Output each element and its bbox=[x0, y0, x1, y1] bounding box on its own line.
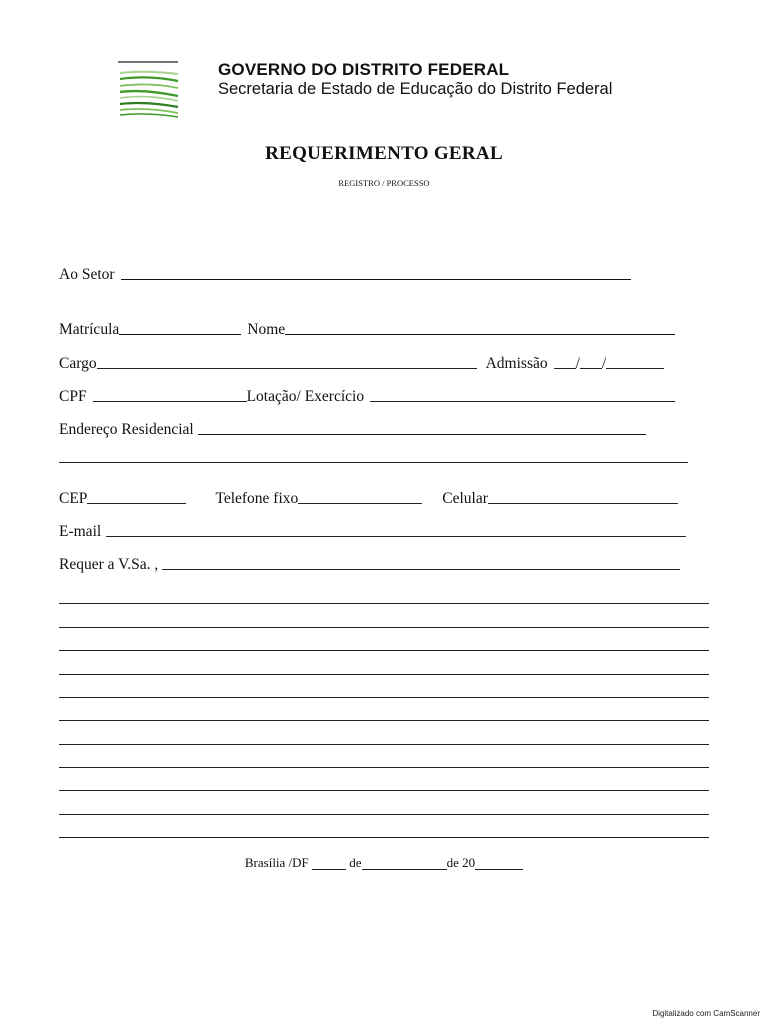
request-line[interactable] bbox=[59, 790, 709, 791]
telefone-label: Telefone fixo bbox=[215, 489, 299, 507]
setor-row bbox=[59, 262, 716, 282]
nome-field[interactable] bbox=[285, 320, 675, 335]
lotacao-field[interactable] bbox=[370, 387, 675, 402]
endereco-row bbox=[59, 417, 716, 437]
email-label: E-mail bbox=[59, 522, 102, 540]
matricula-nome-row bbox=[59, 317, 716, 337]
cargo-label: Cargo bbox=[59, 354, 97, 372]
email-row bbox=[59, 519, 716, 539]
admissao-day-field[interactable] bbox=[554, 354, 576, 369]
request-line[interactable] bbox=[59, 674, 709, 675]
date-place: Brasília /DF bbox=[244, 855, 309, 870]
date-day-field[interactable] bbox=[312, 857, 346, 870]
setor-label: Ao Setor bbox=[59, 265, 115, 283]
cpf-label: CPF bbox=[59, 387, 87, 405]
admissao-label: Admissão bbox=[485, 354, 548, 372]
celular-label: Celular bbox=[442, 489, 488, 507]
date-de-label: de bbox=[349, 855, 362, 870]
matricula-field[interactable] bbox=[119, 320, 241, 335]
cargo-field[interactable] bbox=[97, 354, 477, 369]
requer-field[interactable] bbox=[162, 555, 680, 570]
request-line[interactable] bbox=[59, 767, 709, 768]
scanner-watermark: Digitalizado com CamScanner bbox=[652, 1009, 760, 1018]
admissao-separator: / bbox=[575, 354, 580, 372]
secretariat-name: Secretaria de Estado de Educação do Distrito Federal bbox=[218, 80, 613, 98]
document-title: REQUERIMENTO GERAL bbox=[265, 143, 503, 164]
celular-field[interactable] bbox=[488, 489, 678, 504]
admissao-separator: / bbox=[601, 354, 607, 372]
request-line[interactable] bbox=[59, 650, 709, 651]
nome-label: Nome bbox=[247, 320, 286, 338]
cep-telefone-celular-row bbox=[59, 486, 716, 506]
request-line[interactable] bbox=[59, 744, 709, 745]
cep-field[interactable] bbox=[87, 489, 186, 504]
matricula-label: Matrícula bbox=[59, 320, 120, 338]
request-line[interactable] bbox=[59, 627, 709, 628]
lotacao-label: Lotação/ Exercício bbox=[246, 387, 365, 405]
requer-row bbox=[59, 552, 716, 572]
gdf-logo-icon bbox=[118, 61, 180, 119]
admissao-year-field[interactable] bbox=[606, 354, 664, 369]
admissao-month-field[interactable] bbox=[580, 354, 602, 369]
cargo-admissao-row bbox=[59, 351, 716, 371]
government-name: GOVERNO DO DISTRITO FEDERAL bbox=[218, 60, 510, 79]
endereco-field[interactable] bbox=[198, 420, 646, 435]
date-month-field[interactable] bbox=[362, 857, 447, 870]
email-field[interactable] bbox=[106, 522, 686, 537]
cpf-lotacao-row bbox=[59, 384, 716, 404]
endereco-label: Endereço Residencial bbox=[59, 420, 194, 438]
cep-label: CEP bbox=[59, 489, 88, 507]
date-line bbox=[0, 855, 768, 871]
date-year-field[interactable] bbox=[475, 857, 523, 870]
endereco-continuation-line[interactable] bbox=[59, 462, 688, 463]
date-year-label: de 20 bbox=[446, 855, 476, 870]
request-line[interactable] bbox=[59, 603, 709, 604]
cpf-field[interactable] bbox=[93, 387, 247, 402]
telefone-field[interactable] bbox=[298, 489, 422, 504]
setor-field[interactable] bbox=[121, 265, 631, 280]
requer-label: Requer a V.Sa. , bbox=[59, 555, 159, 573]
request-line[interactable] bbox=[59, 814, 709, 815]
request-line[interactable] bbox=[59, 837, 709, 838]
document-subtitle: REGISTRO / PROCESSO bbox=[338, 178, 430, 188]
request-line[interactable] bbox=[59, 697, 709, 698]
request-line[interactable] bbox=[59, 720, 709, 721]
